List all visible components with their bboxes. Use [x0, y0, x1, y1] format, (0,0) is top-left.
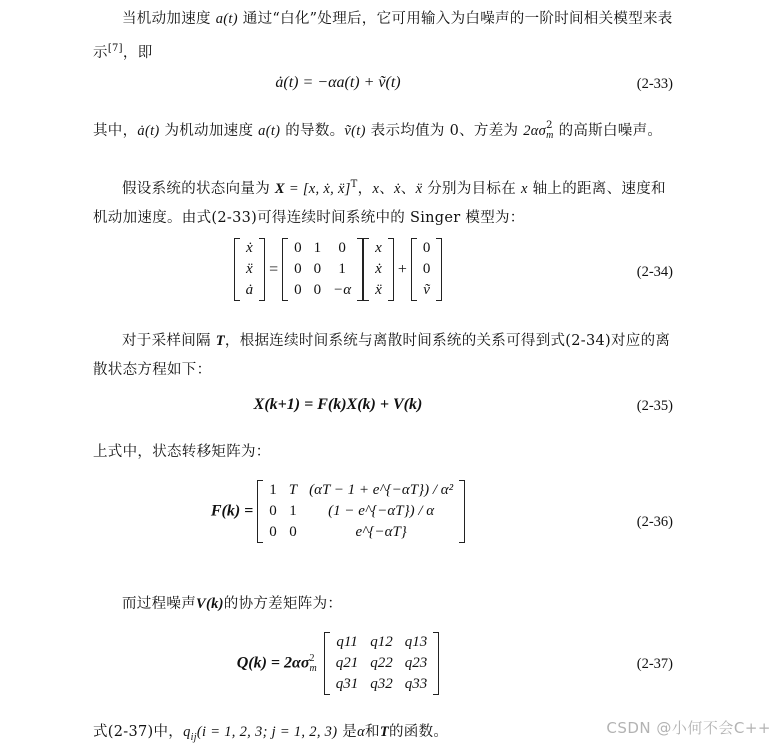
paragraph-6: 而过程噪声V(k)的协方差矩阵为：: [122, 596, 343, 612]
transition-matrix: 1 T (αT − 1 + e^{−αT}) / α² 0 1 (1 − e^{−αT}) / α 0 0 e^{−αT}: [257, 480, 465, 543]
paragraph-3: 假设系统的状态向量为 X = [x, ẋ, ẍ]$^T$，x、ẋ、ẍ 分别为目标在 x 轴上的距离、速度和机动加速度。由式(2-33)可得连续时间系统中的 Singer 模型为：: [93, 179, 666, 226]
equation-number: (2-34): [636, 264, 673, 280]
equation-2-37: Q(k) = 2ασ 2 m q11 q12 q13 q21 q22 q23 q31 q32 q33 (2-37): [93, 632, 673, 702]
equation-number: (2-36): [636, 514, 673, 530]
paragraph-1: 当机动加速度 a(t) 通过“白化”处理后，它可用输入为白噪声的一阶时间相关模型来表示[7]，即: [93, 11, 673, 61]
equation-number: (2-37): [636, 656, 673, 672]
paragraph-5: 上式中，状态转移矩阵为：: [93, 444, 271, 460]
equation-2-33: ȧ(t) = −αa(t) + ṽ(t) (2-33): [275, 74, 673, 92]
equation-number: (2-33): [636, 76, 673, 92]
paragraph-2: 其中，ȧ(t) 为机动加速度 a(t) 的导数。ṽ(t) 表示均值为 0、方差为 2ασ 2 m 的高斯白噪声。: [93, 120, 663, 141]
csdn-watermark: CSDN @小何不会C++: [606, 719, 771, 737]
noise-vector: 0 0 ṽ: [411, 238, 443, 301]
paragraph-7: 式(2-37)中，$q_{ij}(i = 1$, 2, 3; j = 1, 2, 3) 是α和T的函数。: [93, 724, 449, 743]
paragraph-4: 对于采样间隔 T，根据连续时间系统与离散时间系统的关系可得到式(2-34)对应的离散状态方程如下：: [93, 333, 671, 378]
equation-2-35: X(k+1) = F(k)X(k) + V(k) (2-35): [253, 396, 673, 414]
equation-2-36: F(k) = 1 T (αT − 1 + e^{−αT}) / α² 0 1 (1 − e^{−αT}) / α 0 0 e^{−αT} (2-36): [93, 480, 673, 568]
equation-number: (2-35): [636, 398, 673, 414]
lhs-vector: ẋ ẍ ȧ: [234, 238, 266, 301]
system-matrix: 0 1 0 0 0 1 0 0 −α: [282, 238, 363, 301]
equation-2-34: ẋ ẍ ȧ = 0 1 0 0 0 1 0 0 −α x ẋ ẍ + 0 0 ṽ (2-34): [93, 238, 673, 310]
state-vector: x ẋ ẍ: [363, 238, 394, 301]
covariance-matrix: q11 q12 q13 q21 q22 q23 q31 q32 q33: [324, 632, 440, 695]
